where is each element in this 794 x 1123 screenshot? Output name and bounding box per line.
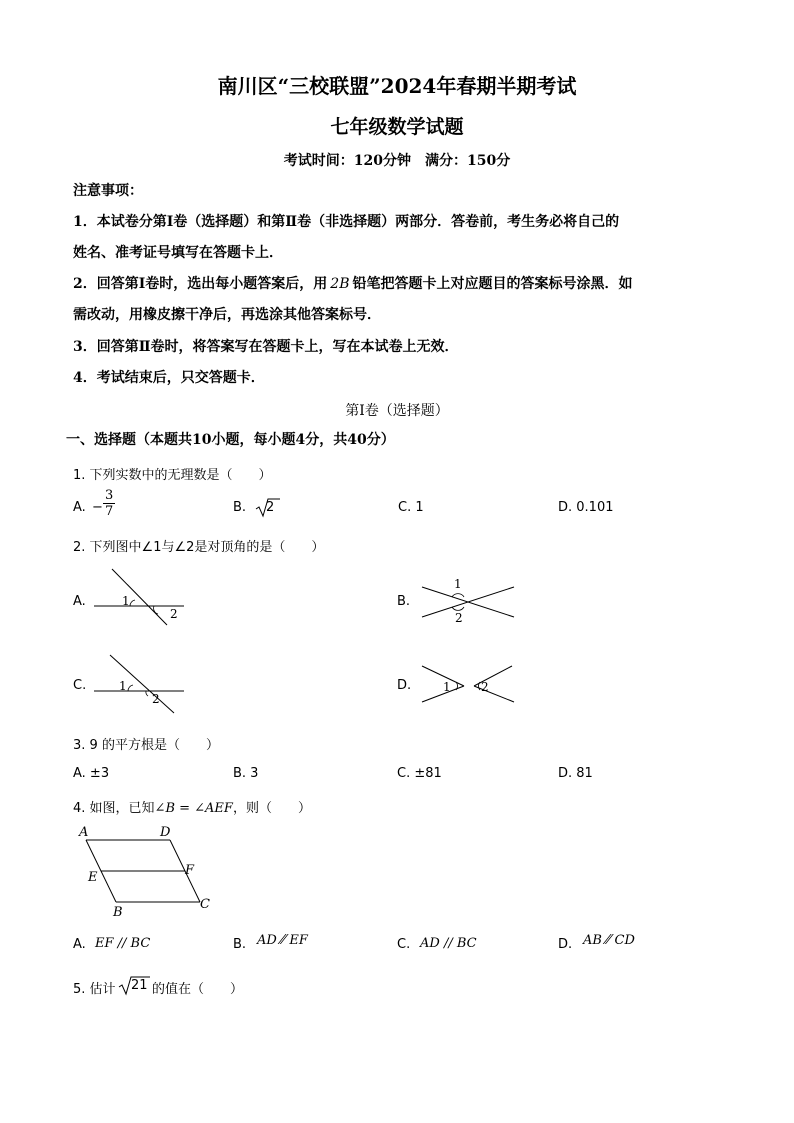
q1-option-b-label: B. <box>233 500 247 515</box>
q4-stem-math: ∠B = ∠AEF <box>154 801 233 816</box>
q2-option-d-label: D. <box>397 678 412 693</box>
q5-stem-b: 的值在（ ） <box>152 982 244 997</box>
q1-option-c: C. 1 <box>398 500 424 515</box>
note-4: 4．考试结束后，只交答题卡． <box>73 370 265 386</box>
q4-stem-text-a: 4. 如图，已知 <box>73 801 155 816</box>
q1-option-b-radicand: 2 <box>266 500 275 515</box>
note-3: 3．回答第Ⅱ卷时，将答案写在答题卡上，写在本试卷上无效． <box>73 339 459 355</box>
q4-option-b-math: AD ⁄⁄ EF <box>257 933 308 948</box>
note-1-line-2: 姓名、准考证号填写在答题卡上． <box>73 245 283 261</box>
q4-option-d-math: AB ⁄⁄ CD <box>583 933 635 948</box>
fig-c-angle-1: 1 <box>119 679 127 693</box>
q1-stem: 1. 下列实数中的无理数是（ ） <box>73 468 272 483</box>
q4-fig-point-a: A <box>79 825 89 840</box>
note-2-pencil: 2B <box>330 276 350 292</box>
exam-title: 南川区“三校联盟”2024年春期半期考试 <box>217 74 577 98</box>
notes-heading: 注意事项： <box>73 183 143 199</box>
q1-a-denominator: 7 <box>105 504 114 519</box>
q4-fig-point-c: C <box>200 897 210 912</box>
fig-b-angle-1: 1 <box>454 577 462 591</box>
q2-figure-b <box>418 575 518 625</box>
q2-option-c-label: C. <box>73 678 87 693</box>
q3-option-c: C. ±81 <box>397 766 442 781</box>
q4-stem-text-b: ，则（ ） <box>232 801 311 816</box>
q1-a-numerator: 3 <box>105 488 114 503</box>
q4-fig-point-e: E <box>88 870 98 885</box>
fig-d-angle-1: 1 <box>443 680 451 694</box>
fig-d-angle-2: 2 <box>481 680 489 694</box>
fig-a-angle-1: 1 <box>122 594 130 608</box>
fig-a-angle-2: 2 <box>170 607 178 621</box>
q4-option-c-math: AD // BC <box>420 936 477 951</box>
q1-option-a-fraction <box>103 488 115 520</box>
q4-option-d-label: D. <box>558 937 573 952</box>
fig-c-angle-2: 2 <box>152 692 160 706</box>
q4-option-c-label: C. <box>397 937 411 952</box>
note-2-line-2: 需改动，用橡皮擦干净后，再选涂其他答案标号． <box>73 307 381 323</box>
part1-heading: 第Ⅰ卷（选择题） <box>345 403 449 419</box>
q2-option-a-label: A. <box>73 594 86 609</box>
note-2-line-1 <box>73 275 633 293</box>
q3-option-d: D. 81 <box>558 766 593 781</box>
section-heading: 一、选择题（本题共10小题，每小题4分，共40分） <box>66 432 395 448</box>
q5-radicand: 21 <box>131 978 148 993</box>
q4-option-b-label: B. <box>233 937 247 952</box>
q4-fig-point-d: D <box>160 825 171 840</box>
q1-option-a-sign: − <box>92 500 103 515</box>
q4-option-a-label: A. <box>73 937 86 952</box>
note-1-line-1: 1．本试卷分第Ⅰ卷（选择题）和第Ⅱ卷（非选择题）两部分．答卷前，考生务必将自己的 <box>73 214 620 230</box>
note-2-text-a: 2．回答第Ⅰ卷时，选出每小题答案后，用 <box>73 276 328 292</box>
q2-figure-d <box>418 660 518 705</box>
q3-option-a: A. ±3 <box>73 766 110 781</box>
fig-b-angle-2: 2 <box>455 611 463 625</box>
q4-option-a-math: EF // BC <box>95 936 151 951</box>
q4-fig-point-b: B <box>113 905 123 920</box>
q2-stem: 2. 下列图中∠1与∠2是对顶角的是（ ） <box>73 540 325 555</box>
q3-option-b: B. 3 <box>233 766 259 781</box>
q1-option-a-label: A. <box>73 500 86 515</box>
q4-fig-point-f: F <box>185 863 195 878</box>
q4-stem <box>73 797 311 816</box>
note-2-text-c: 铅笔把答题卡上对应题目的答案标号涂黑．如 <box>352 276 633 292</box>
q2-figure-c <box>92 653 192 715</box>
exam-info: 考试时间：120分钟 满分：150分 <box>283 153 511 169</box>
q5-stem-a: 5. 估计 <box>73 982 116 997</box>
q2-option-b-label: B. <box>397 594 411 609</box>
q1-option-d: D. 0.101 <box>558 500 614 515</box>
q4-parallelogram-figure <box>72 822 222 920</box>
exam-subtitle: 七年级数学试题 <box>330 116 464 138</box>
q2-figure-a <box>92 565 192 630</box>
q3-stem: 3. 9 的平方根是（ ） <box>73 738 219 753</box>
